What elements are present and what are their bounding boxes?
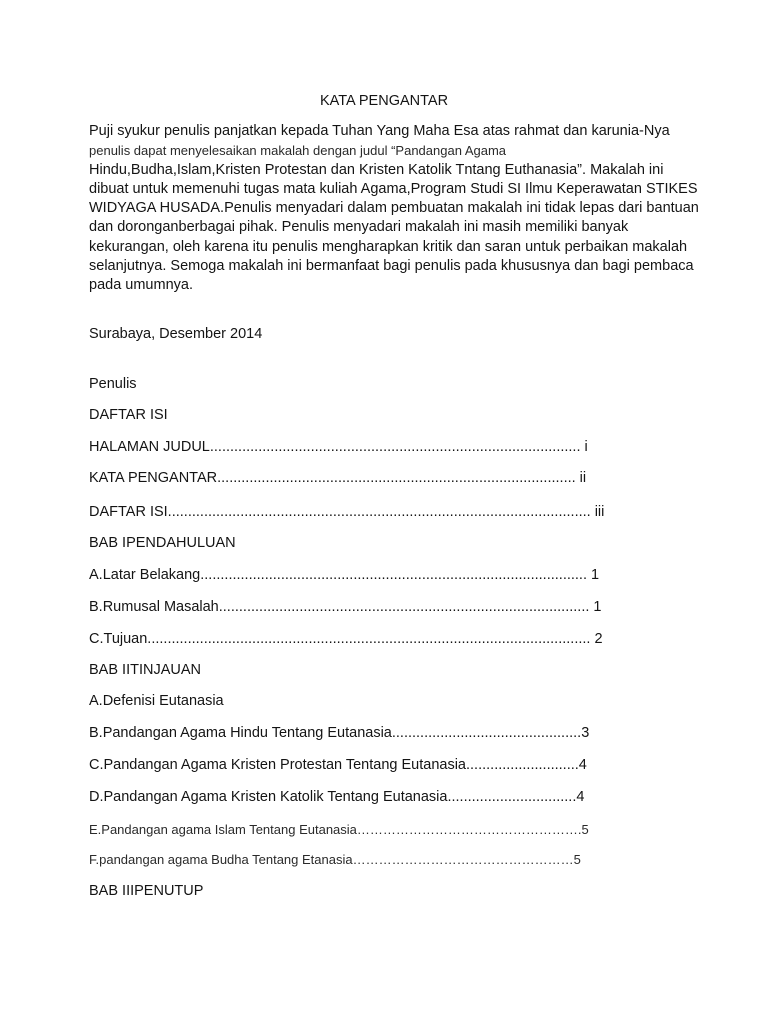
toc-entry: E.Pandangan agama Islam Tentang Eutanasia…………………………………………….5 [89,822,589,837]
toc-entry: A.Latar Belakang................................................................................................ 1 [89,567,600,583]
foreword-line: dan doronganberbagai pihak. Penulis menyadari makalah ini masih memiliki banyak [89,219,629,236]
toc-entry: D.Pandangan Agama Kristen Katolik Tentang Eutanasia................................4 [89,789,585,805]
toc-entry: C.Pandangan Agama Kristen Protestan Tentang Eutanasia............................4 [89,757,587,773]
foreword-line: penulis dapat menyelesaikan makalah dengan judul “Pandangan Agama [89,143,507,159]
toc-entry: C.Tujuan.............................................................................................................. 2 [89,631,603,647]
foreword-line: pada umumnya. [89,277,193,294]
toc-chapter: BAB IIIPENUTUP [89,883,204,899]
toc-chapter: BAB IPENDAHULUAN [89,535,236,551]
foreword-line: Hindu,Budha,Islam,Kristen Protestan dan Kristen Katolik Tntang Euthanasia”. Makalah ini [89,161,664,178]
toc-entry: DAFTAR ISI......................................................................................................... iii [89,504,605,520]
foreword-line: selanjutnya. Semoga makalah ini bermanfaat bagi penulis pada khususnya dan bagi pembaca [89,258,694,275]
foreword-line: Puji syukur penulis panjatkan kepada Tuhan Yang Maha Esa atas rahmat dan karunia-Nya [89,123,670,139]
toc-heading: DAFTAR ISI [89,407,168,423]
foreword-line: WIDYAGA HUSADA.Penulis menyadari dalam pembuatan makalah ini tidak lepas dari bantuan [89,200,699,217]
foreword-line: dibuat untuk memenuhi tugas mata kuliah Agama,Program Studi SI Ilmu Keperawatan STIKES [89,180,698,197]
toc-chapter: BAB IITINJAUAN [89,662,201,678]
toc-entry: A.Defenisi Eutanasia [89,693,224,709]
foreword-paragraph [89,122,699,296]
toc-entry: KATA PENGANTAR......................................................................................... ii [89,470,587,486]
page-title: KATA PENGANTAR [319,93,449,109]
foreword-line: kekurangan, oleh karena itu penulis mengharapkan kritik dan saran untuk perbaikan makalah [89,238,688,255]
toc-entry: HALAMAN JUDUL............................................................................................ i [89,439,588,455]
place-date: Surabaya, Desember 2014 [89,326,263,342]
author-signature: Penulis [89,376,137,392]
toc-entry: B.Rumusal Masalah............................................................................................ 1 [89,599,602,615]
toc-entry: F.pandangan agama Budha Tentang Etanasia……………………………………………5 [89,852,581,867]
toc-entry: B.Pandangan Agama Hindu Tentang Eutanasia...............................................3 [89,725,590,741]
